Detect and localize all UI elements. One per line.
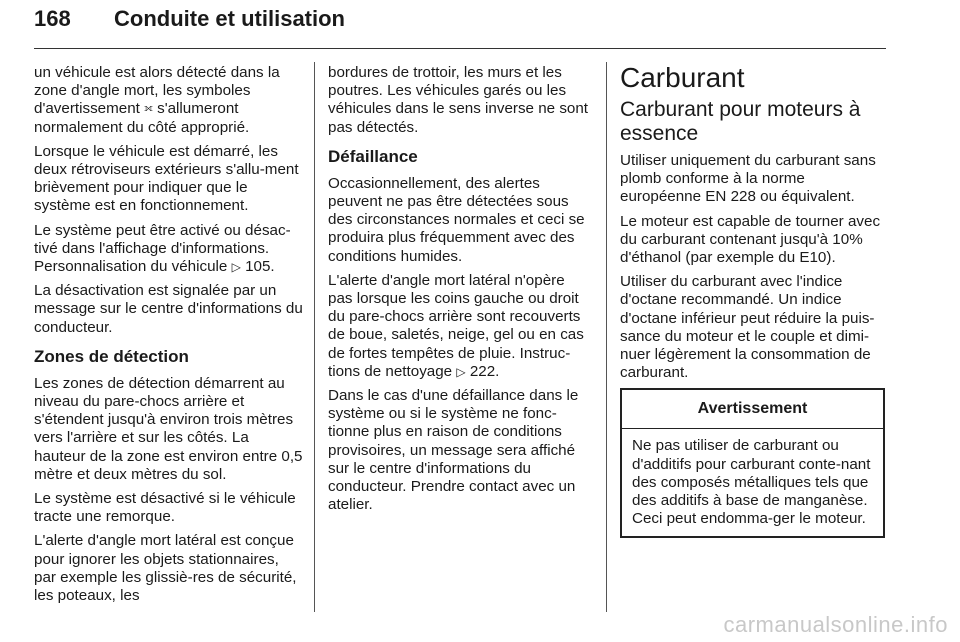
paragraph: Les zones de détection démarrent au niveau du pare-chocs arrière et s'étendent jusqu'à environ trois mètres vers l'arrière et sur les côtés. La hauteur de la zone est environ entre 0,5 mètre et deux mètres du sol. bbox=[34, 374, 303, 483]
paragraph: bordures de trottoir, les murs et les poutres. Les véhicules garés ou les véhicules dans le sens inverse ne sont pas détectés. bbox=[328, 64, 589, 136]
page-number: 168 bbox=[34, 6, 71, 31]
page-header bbox=[34, 4, 886, 48]
page-reference[interactable]: 105. bbox=[245, 258, 275, 276]
column-1 bbox=[34, 64, 304, 611]
chapter-heading: Carburant bbox=[620, 62, 745, 93]
paragraph-text: L'alerte d'angle mort latéral n'opère pas lorsque les coins gauche ou droit du pare-chocs arrière sont recouverts de boue, saletés, neige, gel ou en cas de fortes tempêtes de pluie. Instruc-tions de nettoyage bbox=[328, 271, 584, 380]
column-2 bbox=[328, 64, 593, 520]
paragraph-text: un véhicule est alors détecté dans la zone d'angle mort, les symboles d'avertissement bbox=[34, 64, 280, 118]
header-divider bbox=[34, 48, 886, 49]
column-divider-1 bbox=[314, 62, 315, 612]
section-heading: Défaillance bbox=[328, 146, 418, 166]
section-heading: Zones de détection bbox=[34, 346, 189, 366]
paragraph-text: s'allumeront normalement du côté approprié. bbox=[34, 100, 250, 136]
subsection-heading: Carburant pour moteurs à essence bbox=[620, 98, 861, 145]
paragraph: Occasionnellement, des alertes peuvent ne pas être détectées sous des circonstances normales et ceci se produira plus fréquemment avec des conditions humides. bbox=[328, 174, 585, 265]
warning-body bbox=[622, 429, 883, 536]
paragraph: Le système est désactivé si le véhicule tracte une remorque. bbox=[34, 490, 296, 526]
column-3 bbox=[620, 62, 885, 538]
paragraph bbox=[34, 222, 304, 277]
blind-spot-warning-icon: ⟗ bbox=[144, 103, 153, 115]
paragraph: Utiliser du carburant avec l'indice d'octane recommandé. Un indice d'octane inférieur peut réduire la puis-sance du moteur et le couple et dimi-nuer légèrement la consommation de carburant. bbox=[620, 273, 875, 382]
paragraph: L'alerte d'angle mort latéral est conçue pour ignorer les objets stationnaires, par exemple les glissiè-res de sécurité, les poteaux, les bbox=[34, 532, 297, 605]
page-reference[interactable]: 222. bbox=[469, 362, 500, 380]
paragraph bbox=[34, 64, 304, 137]
watermark: carmanualsonline.info bbox=[723, 612, 948, 637]
paragraph: Utiliser uniquement du carburant sans plomb conforme à la norme européenne EN 228 ou équivalent. bbox=[620, 152, 876, 206]
warning-text: Ne pas utiliser de carburant ou d'additifs pour carburant conte-nant des composés métalliques tels que des additifs à base de manganèse. Ceci peut endomma-ger le moteur. bbox=[632, 437, 871, 528]
paragraph: La désactivation est signalée par un message sur le centre d'informations du conducteur. bbox=[34, 282, 303, 336]
page-reference-arrow-icon: ▷ bbox=[231, 260, 241, 275]
paragraph bbox=[328, 272, 593, 381]
warning-title: Avertissement bbox=[622, 390, 883, 429]
column-divider-2 bbox=[606, 62, 607, 612]
page-reference-arrow-icon: ▷ bbox=[456, 364, 466, 379]
paragraph: Dans le cas d'une défaillance dans le système ou si le système ne fonc-tionne plus en raison de conditions provisoires, un message sera affiché sur le centre d'informations du conducteur. Prendre contact avec un atelier. bbox=[328, 387, 579, 514]
paragraph: Lorsque le véhicule est démarré, les deux rétroviseurs extérieurs s'allu-ment brièvement pour indiquer que le système est en fonctionnement. bbox=[34, 142, 299, 215]
warning-box bbox=[620, 388, 885, 538]
paragraph-text: Le système peut être activé ou désac-tivé dans l'affichage d'informations. Personnalisation du véhicule bbox=[34, 221, 291, 276]
paragraph: Le moteur est capable de tourner avec du carburant contenant jusqu'à 10% d'éthanol (par exemple du E10). bbox=[620, 212, 881, 267]
page-title: Conduite et utilisation bbox=[114, 6, 345, 31]
